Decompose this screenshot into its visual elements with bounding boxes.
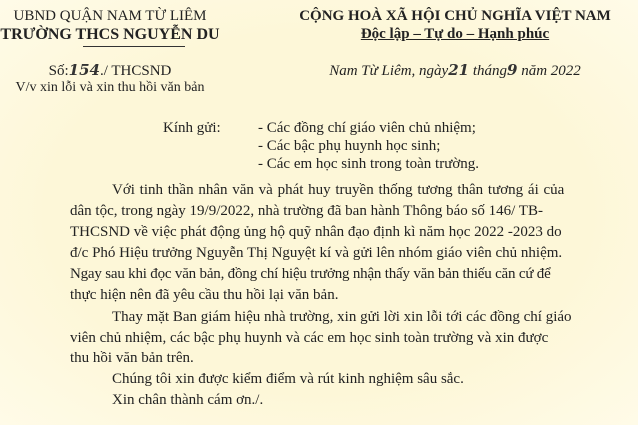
school-underline <box>83 46 185 47</box>
motto: Độc lập – Tự do – Hạnh phúc <box>360 26 550 42</box>
handwritten-number: 154 <box>68 61 100 79</box>
recipients-label: Kính gửi: <box>163 120 221 136</box>
body-line: THCSND về việc phát động ủng hộ quỹ nhân đạo định kì năm học 2022 -2023 do <box>70 224 562 240</box>
body-line: Chúng tôi xin được kiểm điểm và rút kinh nghiệm sâu sắc. <box>112 371 464 387</box>
number-suffix: ./ THCSND <box>99 63 172 79</box>
body-line: dân tộc, trong ngày 19/9/2022, nhà trường đã ban hành Thông báo số 146/ TB- <box>70 203 543 219</box>
body-line: Thay mặt Ban giám hiệu nhà trường, xin gửi lời xin lỗi tới các đồng chí giáo <box>112 309 572 325</box>
date-place: Nam Từ Liêm, ngày <box>329 63 449 79</box>
date-day: 21 <box>448 61 470 79</box>
date-year: năm 2022 <box>521 63 581 79</box>
dateline <box>329 61 581 80</box>
body-line: Ngay sau khi đọc văn bản, đồng chí hiệu trưởng nhận thấy văn bản thiếu căn cứ để <box>70 266 551 282</box>
authority-name: UBND QUẬN NAM TỪ LIÊM <box>13 8 207 24</box>
body-line: viên chủ nhiệm, các bậc phụ huynh và các em học sinh toàn trường và xin được <box>70 330 549 346</box>
body-line: thực hiện nên đã yêu cầu thu hồi lại văn bản. <box>70 287 339 303</box>
body-line: Xin chân thành cám ơn./. <box>112 392 264 408</box>
body-line: đ/c Phó Hiệu trưởng Nguyễn Thị Nguyệt kí và gửi lên nhóm giáo viên chủ nhiệm. <box>70 245 563 261</box>
body-line: thu hồi văn bản trên. <box>70 350 194 366</box>
date-month: 9 <box>507 61 518 79</box>
recipient-item: - Các bậc phụ huynh học sinh; <box>258 138 441 154</box>
document-number <box>49 61 172 80</box>
recipient-item: - Các em học sinh trong toàn trường. <box>258 156 480 172</box>
nation-title: CỘNG HOÀ XÃ HỘI CHỦ NGHĨA VIỆT NAM <box>299 8 611 24</box>
body-line: Với tinh thần nhân văn và phát huy truyền thống tương thân tương ái của <box>112 182 565 198</box>
school-name: TRƯỜNG THCS NGUYỄN DU <box>0 26 220 43</box>
number-prefix: Số: <box>48 63 69 79</box>
date-month-label: tháng <box>472 63 508 79</box>
subject-line: V/v xin lỗi và xin thu hồi văn bản <box>15 80 205 95</box>
recipient-item: - Các đồng chí giáo viên chủ nhiệm; <box>258 120 476 136</box>
